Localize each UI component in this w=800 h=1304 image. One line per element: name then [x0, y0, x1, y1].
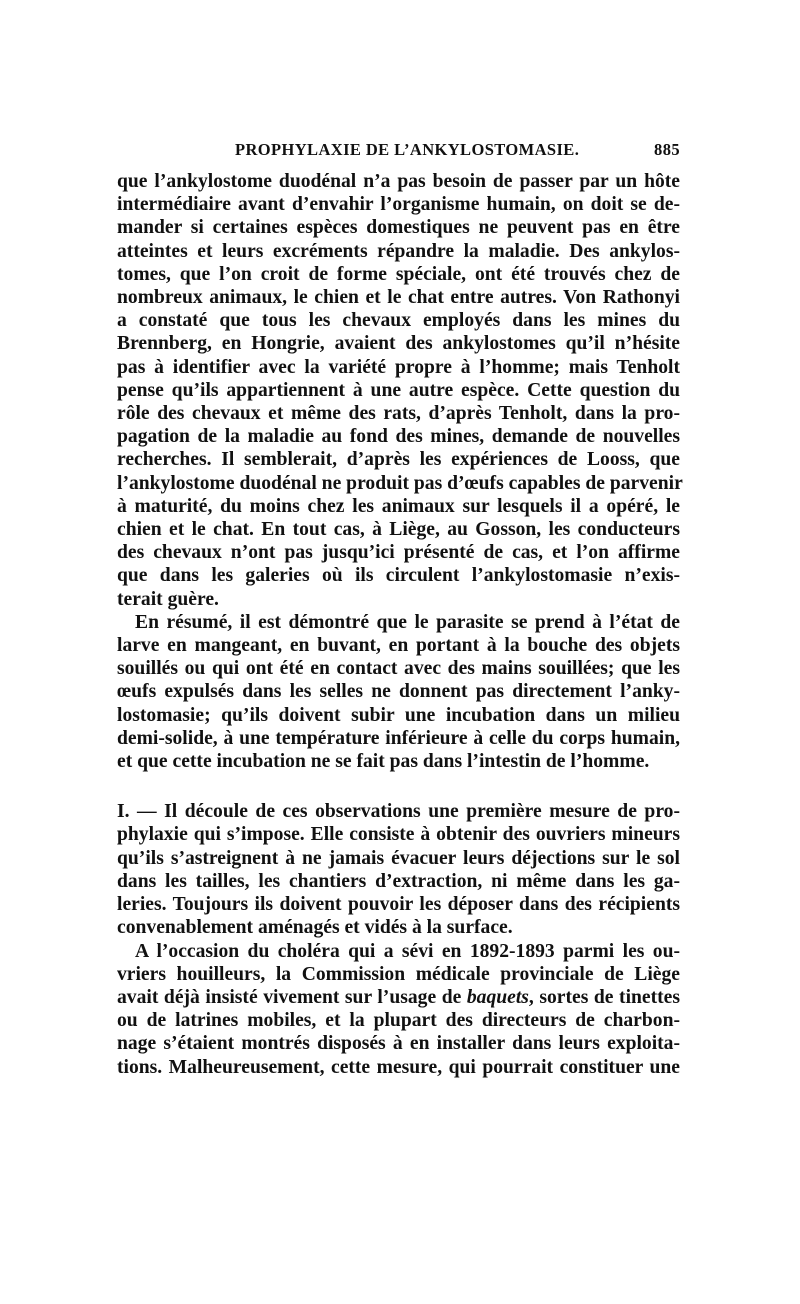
text-line: l’ankylostome duodénal ne produit pas d’œufs capables de parvenir — [117, 472, 683, 494]
text-line: lostomasie; qu’ils doivent subir une incubation dans un milieu — [117, 704, 680, 726]
text-line: chien et le chat. En tout cas, à Liège, au Gosson, les conducteurs — [117, 519, 680, 541]
text-line: qu’ils s’astreignent à ne jamais évacuer leurs déjections sur le sol — [117, 847, 680, 869]
text-line: larve en mangeant, en buvant, en portant à la bouche des objets — [117, 635, 680, 657]
text-line: A l’occasion du choléra qui a sévi en 1892-1893 parmi les ou- — [135, 940, 680, 962]
text-line: atteintes et leurs excréments répandre la maladie. Des ankylos- — [117, 240, 680, 262]
text-line: Brennberg, en Hongrie, avaient des ankylostomes qu’il n’hésite — [117, 333, 680, 355]
paragraph-3 — [117, 800, 680, 939]
text-line: œufs expulsés dans les selles ne donnent pas directement l’anky- — [117, 681, 680, 703]
text-line: convenablement aménagés et vidés à la surface. — [117, 917, 513, 939]
text-line: I. — Il découle de ces observations une première mesure de pro- — [117, 801, 680, 823]
section-gap — [117, 773, 680, 800]
text-line: En résumé, il est démontré que le parasite se prend à l’état de — [135, 611, 680, 633]
paragraph-4 — [117, 940, 680, 1079]
text-line: tomes, que l’on croit de forme spéciale, ont été trouvés chez de — [117, 263, 680, 285]
emphasized-term: baquets — [466, 986, 529, 1008]
text-line-with-emphasis — [117, 986, 680, 1009]
text-line: intermédiaire avant d’envahir l’organisme humain, on doit se de- — [117, 194, 680, 216]
text-line: a constaté que tous les chevaux employés dans les mines du — [117, 310, 680, 332]
paragraph-2 — [117, 611, 680, 773]
running-head-title: PROPHYLAXIE DE L’ANKYLOSTOMASIE. — [235, 140, 580, 159]
book-page — [117, 140, 683, 1079]
text-line: vriers houilleurs, la Commission médicale provinciale de Liège — [117, 963, 680, 985]
text-line: dans les tailles, les chantiers d’extraction, ni même dans les ga- — [117, 870, 680, 892]
text-line: demi-solide, à une température inférieure à celle du corps humain, — [117, 727, 680, 749]
text-line: mander si certaines espèces domestiques ne peuvent pas en être — [117, 217, 680, 239]
text-line: recherches. Il semblerait, d’après les expériences de Looss, que — [117, 449, 680, 471]
text-line: pense qu’ils appartiennent à une autre espèce. Cette question du — [117, 379, 680, 401]
text-line: et que cette incubation ne se fait pas dans l’intestin de l’homme. — [117, 751, 650, 773]
text-line: nombreux animaux, le chien et le chat entre autres. Von Rathonyi — [117, 287, 680, 309]
text-line: phylaxie qui s’impose. Elle consiste à obtenir des ouvriers mineurs — [117, 824, 680, 846]
running-head — [117, 140, 680, 170]
text-line: que dans les galeries où ils circulent l’ankylostomasie n’exis- — [117, 565, 680, 587]
text-line: terait guère. — [117, 588, 219, 610]
text-line: pagation de la maladie au fond des mines, demande de nouvelles — [117, 426, 680, 448]
text-line: que l’ankylostome duodénal n’a pas besoin de passer par un hôte — [117, 171, 680, 192]
text-line: leries. Toujours ils doivent pouvoir les déposer dans des récipients — [117, 894, 680, 916]
page-number: 885 — [654, 140, 680, 159]
text-segment: , sortes de tinettes — [528, 986, 680, 1008]
text-line: nage s’étaient montrés disposés à en installer dans leurs exploita- — [117, 1033, 680, 1055]
paragraph-1 — [117, 170, 683, 611]
text-line: à maturité, du moins chez les animaux sur lesquels il a opéré, le — [117, 495, 680, 517]
text-segment: avait déjà insisté vivement sur l’usage de — [117, 986, 467, 1008]
text-line: souillés ou qui ont été en contact avec des mains souillées; que les — [117, 658, 680, 680]
text-line: rôle des chevaux et même des rats, d’après Tenholt, dans la pro- — [117, 403, 680, 425]
text-line: tions. Malheureusement, cette mesure, qui pourrait constituer une — [117, 1056, 680, 1078]
text-line: ou de latrines mobiles, et la plupart des directeurs de charbon- — [117, 1010, 680, 1032]
text-line: des chevaux n’ont pas jusqu’ici présenté de cas, et l’on affirme — [117, 542, 680, 564]
text-line: pas à identifier avec la variété propre à l’homme; mais Tenholt — [117, 356, 680, 378]
